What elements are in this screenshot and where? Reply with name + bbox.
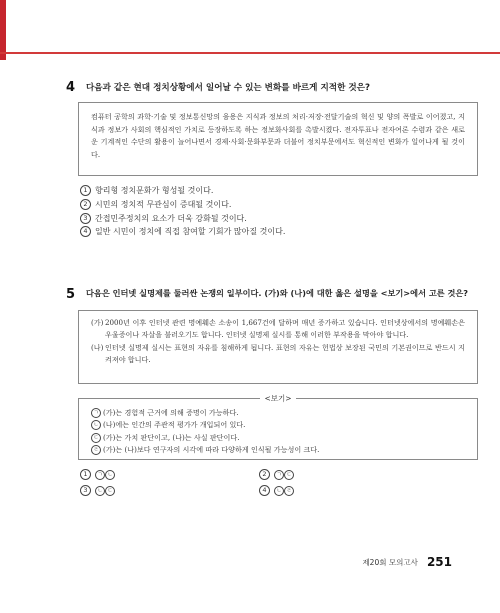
choice-3[interactable]: 3 간접민주정치의 요소가 더욱 강화될 것이다.	[80, 212, 285, 226]
choice-marker: 1	[80, 185, 91, 196]
choice-4[interactable]: 4 일반 시민이 정치에 직접 참여할 기회가 많아질 것이다.	[80, 225, 285, 239]
item-label: (가)	[91, 318, 104, 327]
exam-label: 제20회 모의고사	[362, 558, 418, 567]
question-stem: 다음과 같은 현대 정치상황에서 일어날 수 있는 변화를 바르게 지적한 것은?	[86, 83, 370, 93]
choice-2[interactable]: 2 시민의 정치적 무관심이 증대될 것이다.	[80, 198, 285, 212]
bogi-item-4: ㄹ (가)는 (나)보다 연구자의 시각에 따라 다양하게 인식될 가능성이 크다.	[91, 444, 319, 456]
bogi-marker: ㄷ	[91, 433, 101, 443]
question-5-passage-box	[78, 310, 478, 384]
answer-option-4[interactable]: 4 ㄴ ㄹ	[259, 485, 294, 496]
passage-text: 컴퓨터 공학의 과학·기술 및 정보통신망의 융용은 지식과 정보의 처리·저장·전달기술의 혁신 및 양의 폭발로 이어졌고, 지식과 정보가 사회의 핵심적인 가치로 등장하도록 하는 정보화사회를 촉발시켰다. 전자투표나 전자여론 수렴과 같은 새로운 기계적인 수단의 활용이 늘어나면서 경제·사회·문화부문과 더불어 정치부문에서도 혁신적인 변화가 일어나게 될 것이다.	[91, 112, 465, 159]
bogi-item-3: ㄷ (가)는 가치 판단이고, (나)는 사실 판단이다.	[91, 432, 319, 444]
answer-marker: 2	[259, 469, 270, 480]
answer-option-2[interactable]: 2 ㄱ ㄷ	[259, 469, 294, 480]
choice-marker: 3	[80, 213, 91, 224]
bogi-title: <보기>	[79, 393, 477, 404]
answer-option-1[interactable]: 1 ㄱ ㄴ	[80, 469, 115, 480]
bogi-item-1: ㄱ (가)는 경험적 근거에 의해 증명이 가능하다.	[91, 407, 319, 419]
choice-marker: 4	[80, 226, 91, 237]
bogi-box	[78, 394, 478, 460]
choice-marker: 2	[80, 199, 91, 210]
bogi-marker: ㄴ	[91, 420, 101, 430]
page-number: 251	[426, 555, 452, 569]
answer-marker: 1	[80, 469, 91, 480]
choice-1[interactable]: 1 향리형 정치문화가 형성될 것이다.	[80, 184, 285, 198]
accent-bar	[0, 0, 6, 60]
answer-marker: 3	[80, 485, 91, 496]
question-4-passage-box	[78, 102, 478, 176]
top-rule	[0, 52, 500, 54]
passage-item-ga	[91, 317, 465, 342]
question-number: 5	[66, 287, 76, 302]
item-text: 2000년 이후 인터넷 관련 명예훼손 소송이 1,667건에 달하며 매년 증가하고 있습니다. 인터넷상에서의 명예훼손은 우울증이나 자살을 불러오기도 합니다. 인터넷 실명제 실시를 통해 이러한 부작용을 막아야 합니다.	[105, 318, 465, 340]
page-footer	[362, 551, 452, 570]
bogi-marker: ㄹ	[91, 445, 101, 455]
question-4-choices	[80, 184, 285, 239]
bogi-marker: ㄱ	[91, 408, 101, 418]
answer-option-3[interactable]: 3 ㄴ ㄷ	[80, 485, 115, 496]
passage-item-na	[91, 342, 465, 367]
question-stem: 다음은 인터넷 실명제를 둘러싼 논쟁의 일부이다. (가)와 (나)에 대한 옳은 설명을 <보기>에서 고른 것은?	[86, 288, 469, 298]
bogi-item-2: ㄴ (나)에는 인간의 주관적 평가가 개입되어 있다.	[91, 419, 319, 431]
item-label: (나)	[91, 342, 104, 352]
item-text: 인터넷 실명제 실시는 표현의 자유를 침해하게 됩니다. 표현의 자유는 헌법상 보장된 국민의 기본권이므로 반드시 지켜져야 합니다.	[105, 342, 465, 364]
question-number: 4	[66, 80, 76, 95]
bogi-items	[91, 407, 319, 456]
answer-marker: 4	[259, 485, 270, 496]
